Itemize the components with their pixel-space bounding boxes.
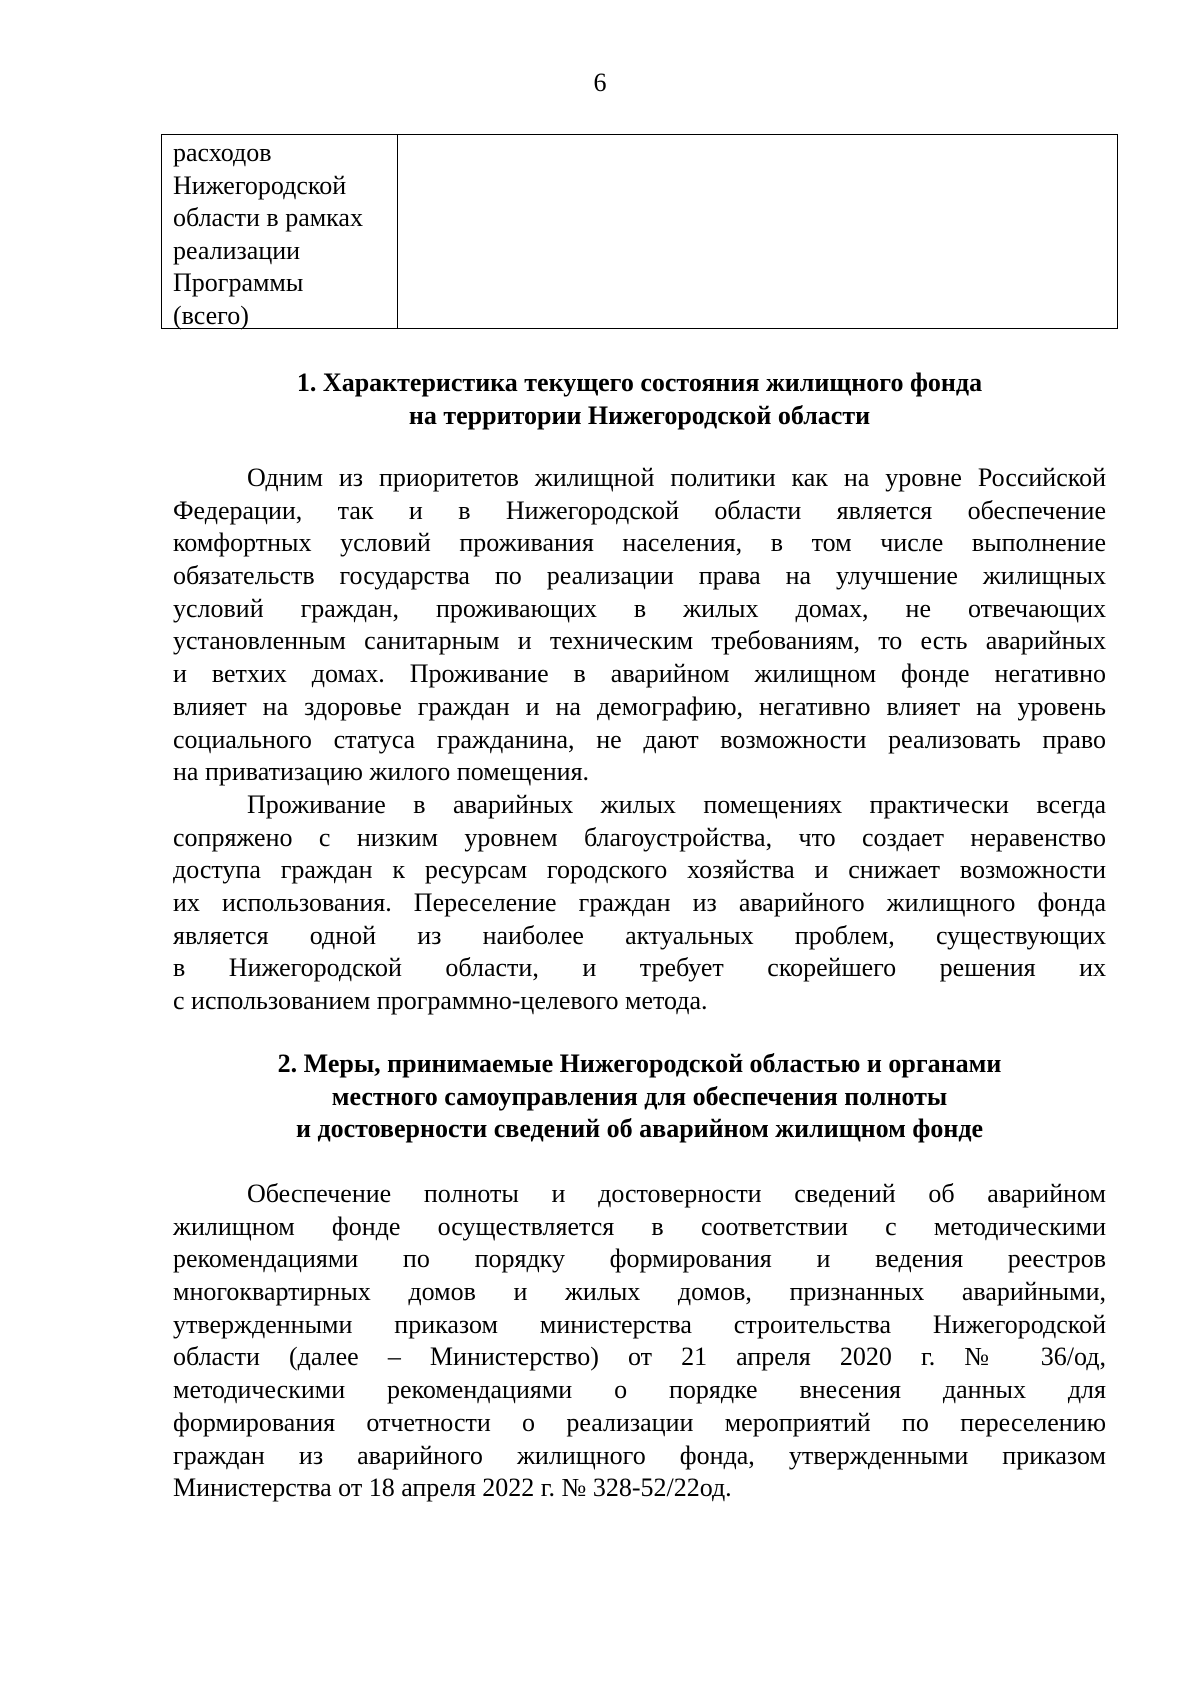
heading-line: на территории Нижегородской области [408,400,871,430]
paragraph-line: установленным санитарным и техническим требованиям, то есть аварийных [173,626,1106,656]
budget-table-fragment [161,134,1118,329]
paragraph-line: Обеспечение полноты и достоверности сведений об аварийном [247,1179,1106,1208]
paragraph-line: доступа граждан к ресурсам городского хозяйства и снижает возможности [173,855,1106,885]
section-1-heading [161,367,1118,432]
section-1-body [173,462,1106,1018]
page-number: 6 [593,68,607,97]
paragraph-line: Одним из приоритетов жилищной политики как на уровне Российской [247,463,1106,492]
paragraph-line: Федерации, так и в Нижегородской области является обеспечение [173,495,1106,525]
table-cell-line: области в рамках [173,203,363,232]
paragraph-line: многоквартирных домов и жилых домов, признанных аварийными, [173,1277,1106,1307]
heading-line: 1. Характеристика текущего состояния жилищного фонда [296,368,983,397]
heading-line: 2. Меры, принимаемые Нижегородской областью и органами [277,1049,1002,1078]
paragraph-line: социального статуса гражданина, не дают возможности реализовать право [173,724,1106,754]
table-cell-line: Программы [173,268,304,297]
table-cell-line: реализации [173,235,301,265]
paragraph-line: жилищном фонде осуществляется в соответствии с методическими [173,1211,1106,1241]
heading-line: местного самоуправления для обеспечения полноты [331,1081,948,1111]
section-2-heading [161,1048,1118,1146]
paragraph-line: граждан из аварийного жилищного фонда, утвержденными приказом [173,1440,1106,1470]
table-cell-value [398,135,1117,328]
paragraph-line: на приватизацию жилого помещения. [173,757,590,787]
paragraph-line: в Нижегородской области, и требует скорейшего решения их [173,953,1106,983]
paragraph-line: сопряжено с низким уровнем благоустройства, что создает неравенство [173,822,1106,852]
paragraph-line: является одной из наиболее актуальных проблем, существующих [173,920,1106,950]
paragraph-line: их использования. Переселение граждан из аварийного жилищного фонда [173,887,1106,917]
section-2-body [173,1178,1106,1505]
paragraph-line: методическими рекомендациями о порядке внесения данных для [173,1375,1106,1405]
paragraph-line: формирования отчетности о реализации мероприятий по переселению [173,1407,1106,1437]
heading-line: и достоверности сведений об аварийном жилищном фонде [295,1114,984,1143]
paragraph-line: с использованием программно-целевого метода. [173,986,708,1015]
paragraph-line: Министерства от 18 апреля 2022 г. № 328-52/22од. [173,1473,732,1503]
paragraph-line: Проживание в аварийных жилых помещениях практически всегда [247,789,1106,819]
table-cell-label [162,135,398,328]
table-cell-line: Нижегородской [173,170,347,200]
paragraph-line: условий граждан, проживающих в жилых домах, не отвечающих [173,593,1106,623]
paragraph-line: комфортных условий проживания населения, в том числе выполнение [173,528,1106,558]
paragraph-line: обязательств государства по реализации права на улучшение жилищных [173,561,1106,591]
paragraph-line: области (далее – Министерство) от 21 апреля 2020 г. № 36/од, [173,1342,1106,1372]
paragraph-line: рекомендациями по порядку формирования и ведения реестров [173,1244,1106,1274]
table-cell-line: (всего) [173,300,249,330]
paragraph-line: и ветхих домах. Проживание в аварийном жилищном фонде негативно [173,659,1106,689]
paragraph-line: влияет на здоровье граждан и на демографию, негативно влияет на уровень [173,691,1106,721]
table-cell-line: расходов [173,138,272,167]
paragraph-line: утвержденными приказом министерства строительства Нижегородской [173,1309,1106,1339]
